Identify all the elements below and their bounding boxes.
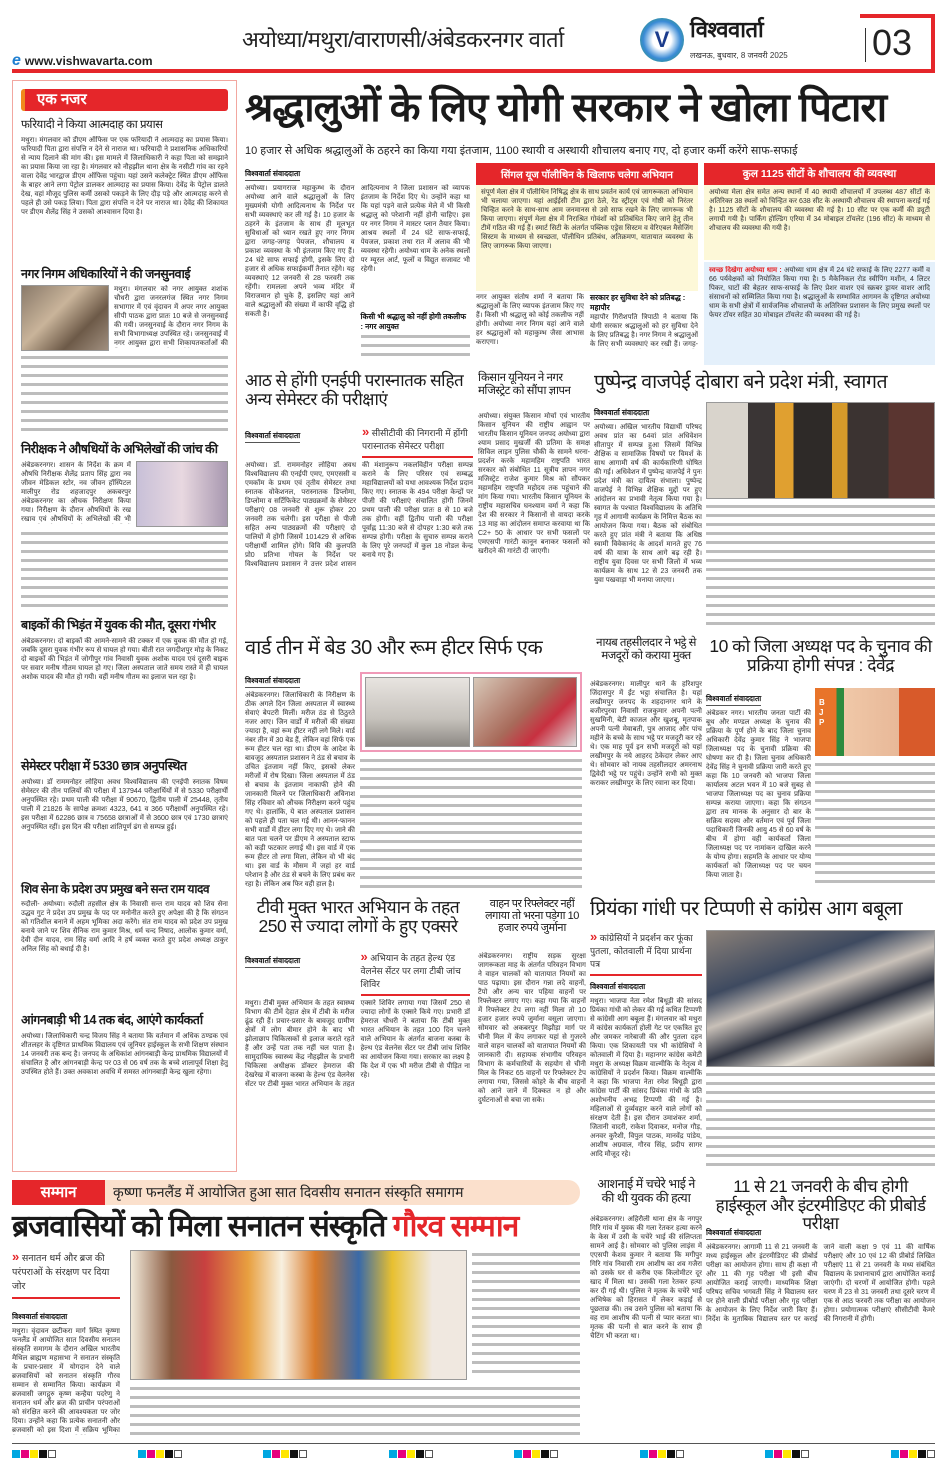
story-body: रुदौली- अयोध्या। रुदौली तहसील क्षेत्र के निवासी सन्त राम यादव को शिव सेना उद्धव गुट ने प्रदेश उप प्रमुख के पद पर मनोनीत करते हुए अपेक्षा की है कि संगठन को गतिशील बनाने में अहम भूमिका अदा करेंगे। संत राम यादव को प्रदेश उप प्रमुख बनाये जाने पर शिव सैनिक राम कुमार मिश्र, धर्म चन्द निषाद, आलोक कुमार वर्मा, देवी दीन यादव, राम सिंह वर्मा आदि ने हर्ष व्यक्त करते हुए प्रदेश अध्यक्ष ठाकुर अनिल सिंह को बधाई दी है। [21, 900, 228, 953]
pushpendra-body-continued [706, 502, 935, 628]
byline: विश्ववार्ता संवाददाता [12, 1312, 67, 1324]
priyanka-body: मथुरा। भाजपा नेता रमेश बिधूड़ी की सांसद प्रियंका गांधी को लेकर की गई कथित टिप्पणी से कांग्रेसी आग बबूला हैं। मंगलवार को मथुरा में कांग्रेस कार्यकर्ता होली गेट पर एकत्रित हुए और जमकर नारेबाजी की और पुतला दहन किया। एक शिकायती पत्र भी कांग्रेसियों ने कोतवाली में दिया है। महानगर कांग्रेस कमेटी मथुरा के अध्यक्ष विक्रम वाल्मीकि के नेतृत्व में कांग्रेसियों ने प्रदर्शन किया। विक्रम वाल्मीकि ने कहा कि भाजपा नेता रमेश बिधूड़ी द्वारा कांग्रेस पार्टी की सांसद प्रियंका गांधी के प्रति अशोभनीय अभद्र टिप्पणी की गई है। महिलाओं से दुर्व्यवहार करने वाले लोगों को संरक्षण देती है। इस दौरान उमाशंकर शर्मा, जितानी वादरी, राकेश दिवाकर, मनोज गौड़, अनवर कुरैशी, विपुल पाठक, मानवेंद्र पांडेय, आशीष अग्रवाल, गौरव सिंह, प्रदीप सागर आदि मौजूद रहे। [590, 998, 702, 1158]
district-body: अंबेडकर नगर। भारतीय जनता पार्टी की बूथ और मण्डल अध्यक्ष के चुनाव की प्रक्रिया के पूर्ण होने के बाद जिला चुनाव अधिकारी देवेंद्र कुमार सिंह ने भाजपा जिलाध्यक्ष पद के चुनावी प्रक्रिया की घोषणा कर दी है। जिला चुनाव अधिकारी देवेंद्र सिंह ने चुनावी प्रक्रिया जारी करते हुए कहा कि 10 जनवरी को भाजपा जिला कार्यालय अटल भवन में 10 बजे सुबह से भाजपा जिलाध्यक्ष पद का चुनाव प्रक्रिया सम्पन्न कराया जाएगा। कहा कि संगठन द्वारा तय मानक के अनुसार दो बार के सक्रिय सदस्य और वर्तमान एवं पूर्व जिला पदाधिकारी जिनकी आयु 45 से 60 वर्ष के बीच में होगा वही कार्यकर्ता जिला जिलाध्यक्ष पद पर नामांकन दाखिल करने के योग्य होगा। सहमति के आधार पर योग्य कार्यकर्ता को जिलाध्यक्ष पद पर चयन किया जाता है। [706, 710, 811, 879]
tb-body: मथुरा। टीबी मुक्त अभियान के तहत स्वास्थ्य विभाग की टीमें देहात क्षेत्र में टीबी के मरीज ढूंढ रही हैं। प्रचार-प्रसार के बावजूद ग्रामीण क्षेत्रों में लोग बीमार होने के बाद भी झोलाछाप चिकित्सकों से इलाज कराते रहते हैं और उन्हें पता तक नहीं चल पाता है। सामुदायिक स्वास्थ्य केंद्र नौहझील के प्रभारी चिकित्सा अधीक्षक डॉक्टर हेमराज की देखरेख में बाजना कस्बा के हेल्थ एंड वेलनेस सेंटर पर टीबी मुक्त भारत अभियान के तहत एक्सरे शिविर लगाया गया जिसमें 250 से ज्यादा लोगों के एक्सरे किये गए। प्रभारी डॉ हेमराज चौधरी ने बताया कि टीबी मुक्त भारत अभियान के तहत 100 दिन चलने वाले अभियान के अंतर्गत बाजना कस्बा के हेल्थ एंड वेलनेस सेंटर पर टीबी जांच शिविर का आयोजन किया गया। सरकार का लक्ष्य है कि देश में एक भी मरीज टीबी से पीड़ित ना रहे। [245, 1000, 470, 1088]
exam-body: अयोध्या। डॉ. राममनोहर लोहिया अवध विश्वविद्यालय की एनईपी एमए, एमएससी व एमकॉम के प्रथम एवं तृतीय सेमेस्टर तथा स्नातक वोकेशनल, परास्नातक डिप्लोमा, डिप्लोमा व सर्टिफिकेट पाठ्यक्रमों के सेमेस्टर परीक्षाएं 08 जनवरी से शुरू होकर 20 जनवरी तक चलेगी। इस परीक्षा से पीजी सहित अन्य पाठ्यक्रमों की परीक्षाएं दो पालियों में होंगी जिसमें 101429 से अधिक परीक्षार्थी शामिल होंगे। विवि की कुलपति प्रो0 प्रतिभा गोयल के निर्देश पर विश्वविद्यालय प्रशासन ने उत्तर प्रदेश शासन की मंशानुरूप नकलविहीन परीक्षा सम्पन्न कराने के लिए परिसर एवं सम्बद्ध महाविद्यालयों को यथा आवश्यक निर्देश प्रदान किए गए। स्नातक के 494 परीक्षा केन्द्रों पर पीजी की परीक्षाएं संचालित होंगी जिनमें प्रथम पाली की परीक्षा प्रातः 8 से 10 बजे तक होगी। वहीं द्वितीय पाली की परीक्षा पूर्वाह्न 11:30 बजे से दोपहर 1:30 बजे तक सम्पन्न होगी। परीक्षा के सुचारु सम्पन्न कराने के लिए पूरे जनपदों में कुल 18 नोडल केन्द्र बनाये गए हैं। [245, 462, 473, 568]
section-title: अयोध्या/मथुरा/वाराणसी/अंबेडकरनगर वार्ता [242, 27, 564, 52]
ward-heater-photo [365, 677, 470, 747]
byline: विश्ववार्ता संवाददाता [245, 956, 300, 968]
dateline: लखनऊ, बुधवार, 8 जनवरी 2025 [690, 51, 788, 60]
clean-box [704, 262, 935, 365]
story-body: अंबेडकरनगर। दो बाइकों की आमने-सामने की टक्कर में एक युवक की मौत हो गई, जबकि दूसरा युवक गंभीर रूप से घायल हो गया। बीती रात जगदीशपुर मोड़ के निकट दो बाइकों की भिड़ंत में जोगीपुर गांव निवासी युवक अशोक यादव एवं दूसरी बाइक पर सवार मनीष गौतम घायल हो गए। जिला अस्पताल जाते समय रास्ते में ही घायल अशोक यादव की मौत हो गयी। वहीं मनीष गौतम का इलाज चल रहा है। [21, 637, 228, 681]
exam-quote: » सीसीटीवी की निगरानी में होंगी परास्नातक सेमेस्टर परीक्षा [362, 425, 473, 458]
quote-chevron-icon: » [12, 1249, 20, 1264]
naib-headline: नायब तहसीलदार ने भट्ठे से मजदूरों को कराया मुक्त [596, 637, 696, 662]
ek-nazar-label: एक नजर [21, 89, 228, 111]
samman-quote: » सनातन धर्म और ब्रज की परंपराओं के संरक्षण पर दिया जोर [12, 1250, 120, 1299]
story-headline: आंगनबाड़ी भी 14 तक बंद, आएंगे कार्यकर्ता [21, 1012, 203, 1027]
color-registration-bars [12, 1450, 935, 1458]
quote-chevron-icon: » [360, 949, 368, 964]
story-headline: बाइकों की भिड़ंत में युवक की मौत, दूसरा गंभीर [21, 618, 216, 633]
logo-globe-icon: V [640, 18, 684, 62]
lead-body-4: महापौर गिरीशपति त्रिपाठी ने बताया कि योगी सरकार श्रद्धालुओं को हर सुविधा देने के लिए प्रतिबद्ध है। नगर निगम ने श्रद्धालुओं के लिए सभी व्यवस्थाएं कर रखी हैं। जगह- [590, 314, 698, 348]
story-body: अयोध्या। डॉ राममनोहर लोहिया अवध विश्वविद्यालय की एनईपी स्नातक विषम सेमेस्टर की तीन पालियों की परीक्षा में 137944 परीक्षार्थियों में से 5330 परीक्षार्थी अनुपस्थित रहे। प्रथम पाली की परीक्षा में 90670, द्वितीय पाली में 25448, तृतीय पाली में 21826 के सापेक्ष क्रमशः 4323, 641 व 366 परीक्षार्थी अनुपस्थित रहे। इस परीक्षा में 62286 छात्र व 75658 छात्राओं में से 3600 छात्र एवं 1730 छात्राएं अनुपस्थित रहीं। इस दिन की परीक्षा शांतिपूर्ण ढंग से सम्पन्न हुई। [21, 778, 228, 831]
paper-name: विश्ववार्ता [690, 17, 764, 42]
kisan-headline: किसान यूनियन ने नगर मजिस्ट्रेट को सौंपा ज्ञापन [478, 372, 571, 397]
ward-body: अंबेडकरनगर। जिलाधिकारी के निरीक्षण के ठीक अगले दिन जिला अस्पताल में स्वास्थ्य सेवाएं बेपटरी मिलीं। मरीज ठंड से ठिठुरते नजर आए। जिन वार्डों में मरीजों की संख्या ज्यादा है, वहां रूम हीटर नहीं लगे मिले। वार्ड नंबर तीन में 30 बेड हैं, लेकिन वहां सिर्फ एक रूम हीटर चल रहा था। डीएम के आदेश के बावजूद अस्पताल प्रशासन ने ठंड से बचाव के उचित इंतजाम नहीं किए, इसको लेकर मरीजों में रोष दिखा। जिला अस्पताल में ठंड से बचाव के इंतजाम नाकाफी होने की जानकारी मिलने पर जिलाधिकारी अविनाश सिंह रविवार को औचक निरीक्षण करने पहुंच गए थे। हालांकि, ये बात अस्पताल प्रशासन को पहले ही पता चल गई थी। आनन-फानन सभी वार्डों में हीटर लगा दिए गए थे। जाने की बात पता चलने पर डीएम ने अस्पताल स्टाफ को कड़ी फटकार लगाई थी। इस वार्ड में एक रूम हीटर तो लगा मिला, लेकिन वो भी बंद था। इस वार्ड के मौसम में जहां हर वार्ड परेशान है और ठंड से बचने के लिए प्रबंध कर रहा है। लेकिन अब फिर वही हाल है। [245, 692, 355, 888]
quote-chevron-icon: » [590, 929, 598, 944]
pushpendra-body: अयोध्या। अखिल भारतीय विद्यार्थी परिषद अवध प्रांत का 64वां प्रांत अधिवेशन सीतापुर में सम्पन्न हुआ जिसमें विभिन्न शैक्षिक व सामाजिक विषयों पर विमर्श के साथ आगामी वर्ष की कार्यकारिणी घोषित की गई। अधिवेशन में पुष्पेन्द्र वाजपेई ने पुनः प्रदेश मंत्री का दायित्व संभाला। पुष्पेन्द्र वाजपेई ने विभिन्न शैक्षिक मुद्दों पर हुए आंदोलन का प्रभावी नेतृत्व किया गया है। स्वागत के पश्चात विश्वविद्यालय के अतिथि गृह में आगामी कार्यक्रम के निमित्त बैठक का आयोजन किया गया। बैठक को संबोधित करते हुए प्रांत मंत्री ने बताया कि अधिष्ठ स्वामी विवेकानंद के आदर्श मानते हुए 76 वर्ष की यात्रा के साथ आगे बढ़ रही है। राष्ट्रीय युवा दिवस पर सभी जिलों में भव्य कार्यक्रम के साथ 12 से 23 जनवरी तक युवा पखवाड़ा भी मनाया जाएगा। [594, 424, 702, 584]
lead-body-1: अयोध्या। प्रयागराज महाकुम्भ के दौरान अयोध्या आने वाले श्रद्धालुओं के लिए मुख्यमंत्री योगी आदित्यनाथ के निर्देश पर सभी व्यवस्थाएं कर ली गई है। 10 हजार के ठहरने के इंतजाम के साथ ही मूलभूत सुविधाओं को ध्यान रखते हुए नगर निगम द्वारा जगह-जगह पेयजल, शौचालय व प्रकाश व्यवस्था के भी इंतजाम किए गए हैं। 24 घंटे साफ सफाई होगी, इसके लिए दो हजार से अधिक सफाईकर्मी तैनात रहेंगे। यह व्यवस्थाएं 12 जनवरी से 28 फरवरी तक रहेंगी। रामलला अपने भव्य मंदिर में विराजमान हो चुके हैं, इसलिए यहां आने वाले श्रद्धालुओं की संख्या में काफी वृद्धि हो सकती है। [245, 185, 355, 318]
byline: विश्ववार्ता संवाददाता [706, 694, 761, 706]
byline: विश्ववार्ता संवाददाता [245, 676, 300, 688]
story-body: अयोध्या। जिलाधिकारी चन्द्र विजय सिंह ने बताया कि वर्तमान में अधिक ठण्डक एवं शीतलहर के दृष्टिगत प्राथमिक विद्यालय एवं जूनियर हाईस्कूल के सभी शिक्षण संस्थान 14 जनवरी तक बन्द है। जनपद के अधिकांश आंगनबाड़ी केन्द्र प्राथमिक विद्यालयों में संचालित है और आंगनबाड़ी केन्द्र पर 03 से 06 वर्ष तक के बच्चे शालापूर्व शिक्षा हेतु उपस्थित होते हैं। उक्त अवकाश अवधि में समस्त आंगनबाड़ी केन्द्र खुला रहेगा। [21, 1032, 228, 1076]
board-headline: 11 से 21 जनवरी के बीच होगी हाईस्कूल और इंटरमीडिएट की प्रीबोर्ड परीक्षा [715, 1177, 926, 1234]
clean-box-title: स्वच्छ दिखेगा अयोध्या धाम : [709, 267, 782, 274]
lead-subhead: किसी भी श्रद्धालु को नहीं होगी तकलीफ : नगर आयुक्त [360, 312, 466, 331]
priyanka-headline: प्रियंका गांधी पर टिप्पणी से कांग्रेस आग बबूला [590, 898, 903, 920]
samman-ceremony-photo [130, 1250, 467, 1380]
exam-headline: आठ से होंगी एनईपी परास्नातक सहित अन्य सेमेस्टर की परीक्षाएं [245, 371, 464, 409]
samman-kicker: कृष्णा फनलैंड में आयोजित हुआ सात दिवसीय सनातन संस्कृति समागम [105, 1180, 580, 1205]
story-headline: फरियादी ने किया आत्मदाह का प्रयास [21, 119, 163, 131]
page-number: 03 [872, 22, 913, 63]
district-headline: 10 को जिला अध्यक्ष पद के चुनाव की प्रक्रिया होगी संपन्न : देवेंद्र [709, 636, 932, 676]
website[interactable] [12, 52, 153, 70]
bjp-flag-text: BJP [819, 698, 825, 727]
footer-rule [12, 1443, 935, 1444]
lead-body-3: नगर आयुक्त संतोष शर्मा ने बताया कि श्रद्धालुओं के लिए व्यापक इंतजाम किए गए हैं। किसी भी श्रद्धालु को कोई तकलीफ नहीं होगी। अयोध्या नगर निगम यहां आने वाले हर श्रद्धालुओं को महाकुम्भ जैसा आभास कराएगा। [476, 294, 584, 346]
byline: विश्ववार्ता संवाददाता [590, 982, 645, 994]
janasunvai-photo [21, 285, 109, 351]
samman-body-continued [130, 1384, 580, 1438]
samman-body-side [472, 1250, 580, 1376]
lead-body-continued [361, 332, 471, 359]
priyanka-quote: » कांग्रेसियों ने प्रदर्शन कर फूंका पुतला, कोतवाली में दिया प्रार्थना पत्र [590, 930, 702, 976]
page-number-divider [865, 28, 866, 62]
byline: विश्ववार्ता संवाददाता [706, 1228, 761, 1240]
ward-photos [360, 672, 582, 752]
header-rule [12, 69, 935, 73]
byline: विश्ववार्ता संवाददाता [245, 431, 300, 443]
story-body: मथुरा। मंगलवार को डीएम ऑफिस पर एक फरियादी ने आत्मदाह का प्रयास किया। फरियादी पिता द्वारा संपत्ति न देने से नाराज था। फरियादी ने प्रशासनिक अधिकारियों से न्याय दिलाने की मांग की। इस मामले में जिलाधिकारी ने कहा पिता को समझाने का प्रयास किया जा रहा है। मंगलवार को नौहझील थाना क्षेत्र के नसीटी गांव का रहने वाला देवेंद्र भारद्वाज डीएम ऑफिस पहुंचा। यहां उसने कलेक्ट्रेट स्थित डीएम ऑफिस के बाहर आने लगा पेट्रोल डालकर आत्मदाह का प्रयास किया। देवेंद्र के पेट्रोल डालते देख, वहां मौजूद पुलिस कर्मी उसको पकड़ने के लिए दौड़ पड़े और आत्मदाह करने से पहले ही उसे पकड़ लिया। पिता द्वारा संपत्ति न देने पर नाराज था। देवेंद्र की शिकायत पर डीएम शैलेंद्र सिंह ने उसको आश्वासन दिया है। [21, 136, 228, 216]
toilets-box [704, 163, 935, 260]
story-headline: सेमेस्टर परीक्षा में 5330 छात्र अनुपस्थित [21, 758, 187, 773]
lead-subheadline: 10 हजार से अधिक श्रद्धालुओं के ठहरने का किया गया इंतजाम, 1100 स्थायी व अस्थायी शौचालय बनाए गए, दो हजार कर्मी करेंगे साफ-सफाई [245, 145, 798, 157]
ward-body-continued [360, 756, 582, 890]
naib-body: अंबेडकरनगर। मालीपुर थाने के हरिशपुर जिंदासपुर में ईंट भट्ठा संचालित है। यहां लखीमपुर जनपद के शहदानगर थाने के बजीरपुरवा निवासी राजकुमार अपनी पत्नी सुखमिनी, बेटी काजल और खुशबू, मृतपाक अपनी पत्नी मेवाबती, पुत्र आजाद और पांच महीने के बच्चे के साथ भट्ठे पर मजदूरी कर रहे थे। एक माह पूर्व इन सभी मजदूरों को यहां लखीमपुर के नये आहरद ठेकेदार लेकर आए थे। सोमवार को नायब तहसीलदार अमरनाथ द्विवेदी भट्ठे पर पहुंचे। उन्होंने सभी को मुक्त कराकर लखीमपुर के लिए रवाना कर दिया। [590, 681, 702, 787]
district-body-continued [815, 760, 935, 886]
quote-chevron-icon: » [362, 424, 370, 439]
reflector-headline: वाहन पर रिफ्लेक्टर नहीं लगाया तो भरना पड़ेगा 10 हजार रुपये जुर्माना [485, 898, 579, 935]
story-body: मथुरा। मंगलवार को नगर आयुक्त शशांक चौधरी द्वारा जनरलगंज स्थित नगर निगम सभागार में एवं वृंदावन में अपर नगर आयुक्त सीपी पाठक द्वारा प्रातः 10 बजे से जनसुनवाई की गयी। जनसुनवाई के दौरान नगर निगम के सभी विभागाध्यक्ष उपस्थित रहे। जनसुनवाई में नगर आयुक्त द्वारा सभी शिकायतकर्ताओं की [114, 286, 228, 348]
congress-protest-photo [706, 930, 935, 1067]
samman-label: सम्मान [12, 1180, 105, 1205]
samman-body: मथुरा। वृंदावन छटीकरा मार्ग स्थित कृष्णा फनलैंड में आयोजित सात दिवसीय सनातन संस्कृति समागम के दौरान अखिल भारतीय मैथिल ब्राह्मण महासभा ने सनातन संस्कृति के प्रचार-प्रसार में योगदान देने वाले ब्रजवासियों को सनातन संस्कृति गौरव सम्मान से सम्मानित किया। कार्यक्रम में ब्रजवासी जगद्गुरु कृष्ण कन्हैया पदरेणु ने सनातन धर्म और ब्रज की प्राचीन परंपराओं को संरक्षित करने की आवश्यकता पर जोर दिया। उन्होंने कहा कि प्रत्येक सनातनी और ब्रजवासी को इस दिशा में सक्रिय भूमिका [12, 1328, 120, 1434]
tb-headline: टीवी मुक्त भारत अभियान के तहत 250 से ज्यादा लोगों के हुए एक्सरे [256, 897, 460, 937]
lead-body-columns [245, 163, 470, 363]
polythene-box [476, 163, 698, 291]
lead-subhead-2: सरकार हर सुविधा देने को प्रतिबद्ध : महापौर [590, 293, 686, 312]
polythene-box-title: सिंगल यूज पॉलीथिन के खिलाफ चलेगा अभियान [476, 163, 698, 185]
murder-headline: आशनाई में चचेरे भाई ने की थी युवक की हत्या [597, 1177, 695, 1205]
story-headline: नगर निगम अधिकारियों ने की जनसुनवाई [21, 266, 190, 281]
ward-patients-photo [473, 677, 578, 747]
clean-box-body: अयोध्या धाम क्षेत्र में 24 घंटे सफाई के लिए 2277 कर्मी व 66 पर्यवेक्षकों को नियोजित किया गया है। 5 मैकेनिकल रोड स्वीपिंग मशीन, 4 लिटर पिकर, घाटों की बेहतर साफ-सफाई के लिए प्रेशर वाशर एवं स्क्रबर ड्रायर वाशर आदि संसाधनों को सम्मिलित किया गया है। श्रद्धालुओं के सम्भावित आगमन के दृष्टिगत अयोध्या धाम के सभी क्षेत्रों में सार्वजनिक शौचालयों के अतिरिक्त प्रशासन के लिए प्रमुख स्थलों पर फेयर टॉयर सहित 30 मोबाइल टॉयलेट की व्यवस्था की गई है। [709, 267, 930, 319]
tb-quote: » अभियान के तहत हेल्थ एंड वेलनेस सेंटर पर लगा टीबी जांच शिविर [361, 950, 471, 996]
ward-headline: वार्ड तीन में बेड 30 और रूम हीटर सिर्फ एक [245, 637, 543, 659]
reflector-body: अंबेडकरनगर। राष्ट्रीय सड़क सुरक्षा जागरूकता माह के अंतर्गत परिवहन विभाग ने वाहन चालकों को यातायात नियमों का पाठ पढ़ाया। इस दौरान गन्ना लदे वाहनों, टैंपो और अन्य चार पहिया वाहनों पर रिफ्लेक्टर लगाए गए। कहा गया कि वाहनों में रिफ्लेक्टर टेप लगा नहीं मिला तो 10 हजार हजार रुपये जुर्माना वसूला जाएगा। सोमवार को अकबरपुर मिझौड़ा मार्ग पर चीनी मिल में केंप लगाकर यहां से गुजरने वाले वाहन चालकों को यातायात नियमों की जानकारी दी। सहायक संभागीय परिवहन विभाग के कर्मचारियों के सहयोग से चीनी मिल के निकट 65 वाहनों पर रिफ्लेक्टर टेप लगाया गया, जिससे कोहरे के बीच वाहनों को आने जाने में दिक्कत न हो और दुर्घटनाओं से बचा जा सके। [478, 953, 586, 1104]
story-headline: शिव सेना के प्रदेश उप प्रमुख बने सन्त राम यादव [21, 881, 210, 896]
toilets-box-title: कुल 1125 सीटों के शौचालय की व्यवस्था [704, 163, 935, 185]
story-headline: निरीक्षक ने औषधियों के अभिलेखों की जांच की [21, 442, 218, 457]
website-url: www.vishwavarta.com [24, 54, 153, 68]
story-body-continued [21, 353, 228, 437]
murder-body: अंबेडकरनगर। अहिरौली थाना क्षेत्र के नगपुर गिरि गांव में युवक की गला रेतकर हत्या करने के केस में उसी के चचेरे भाई की संलिप्तता सामने आई है। सोमवार को पुलिस लाइंस में एएसपी केशव कुमार ने बताया कि मगीपुर गिरि गांव निवासी राम आशीष का शव गजैरा को उसके घर से करीब एक किलोमीटर दूर खाद में मिला था। उसकी गला रेतकर हत्या कर दी गई थी। पुलिस ने मृतक के चचेरे भाई अभिषेक को हिरासत में लेकर कड़ाई से पूछताछ की। तब उसने पुलिस को बताया कि वह राम आशीष की पत्नी से प्यार करता था। मृतक की पत्नी से बात करने के साथ ही चैटिंग भी करता था। [590, 1216, 702, 1340]
byline: विश्ववार्ता संवाददाता [245, 169, 300, 181]
ek-nazar-column [12, 80, 237, 1172]
kisan-body: अयोध्या। संयुक्त किसान मोर्चा एवं भारतीय किसान यूनियन की राष्ट्रीय आह्वान पर भारतीय किसान यूनियन जनपद अयोध्या द्वारा श्याम प्रसाद मुखर्जी की प्रतिमा के समक्ष सिविल लाइन पुलिस चौकी के सामने धरना-प्रदर्शन करके महामहिम राष्ट्रपति भारत सरकार को संबोधित 11 सूत्रीय ज्ञापन नगर मजिस्ट्रेट राजेश कुमार मिश्र को सौंपकर महामहिम राष्ट्रपति महोदय तक पहुंचाने की मांग किया गया। भारतीय किसान यूनियन के राष्ट्रीय महासचिव घनश्याम वर्मा ने कहा कि देश की सरकार ने किसानों से वायदा करके 13 माह का आंदोलन समाप्त करवाया था कि C2+ 50 के आधार पर सभी फसलों पर एमएसपी गारंटी कानून बनाकर फसलों को खरीदने की गारंटी दी जाएगी। [478, 413, 590, 555]
polythene-box-body: संपूर्ण मेला क्षेत्र में पॉलीथिन निषिद्ध क्षेत्र के साथ प्रवर्तन कार्य एवं जागरूकता अभियान भी चलाया जाएगा। यहां आईईसी टीम द्वारा ठेले, रेड स्ट्रीट्स एवं गोष्ठी को निरंतर चिन्हित करने के साथ-साथ आम जनमानस से उसे साफ रखने के लिए जागरूक भी किया जाएगा। संपूर्ण मेला क्षेत्र में निराश्रित गोवंशों को प्रतिबंधित किए जाने हेतु तीन टीमें गठित की गई हैं। स्मार्ट सिटी के अंतर्गत पब्लिक एड्रेस सिस्टम व वेरिएबल मैसेजिंग सिस्टम के माध्यम से स्वच्छता, पॉलीथिन प्रतिबंध, अतिक्रमण, यातायात व्यवस्था के लिए जागरूक किया जाएगा। [481, 189, 693, 250]
samman-headline: ब्रजवासियों को मिला सनातन संस्कृति गौरव सम्मान [12, 1210, 519, 1243]
priyanka-body-continued [706, 1070, 935, 1169]
board-body: अंबेडकरनगर। आगामी 11 से 21 जनवरी के मध्य हाईस्कूल और इंटरमीडिएट की प्रीबोर्ड परीक्षा का आयोजन होगा। साथ ही कक्षा नौ और 11 की गृह परीक्षा भी इसी बीच आयोजित कराई जाएगी। माध्यमिक शिक्षा परिषद सचिव भगवती सिंह ने विद्यालय स्तर पर होने वाली प्रीबोर्ड परीक्षा और गृह परीक्षा के आयोजन के लिए निर्देश जारी किए हैं। निर्देश के मुताबिक विद्यालय स्तर पर कराई जाने वाली कक्षा 9 एवं 11 की वार्षिक परीक्षाएं और 10 एवं 12 की प्रीबोर्ड लिखित परीक्षाएं 11 से 21 जनवरी के मध्य संबंधित विद्यालय के प्रधानाचार्य द्वारा आयोजित कराई जाएंगी। दो चरणों में आयोजित होगी। पहले चरण में 23 से 31 जनवरी तथा दूसरे चरण में एक से आठ फरवरी तक परीक्षा का आयोजन होगा। प्रयोगात्मक परीक्षाएं सीसीटीवी कैमरे की निगरानी में होंगी। [706, 1244, 935, 1323]
lead-headline: श्रद्धालुओं के लिए योगी सरकार ने खोला पिटारा [245, 86, 887, 130]
medical-store-photo [136, 461, 228, 527]
toilets-box-body: अयोध्या मेला क्षेत्र समेत अन्य स्थानों में 40 स्थायी शौचालयों में उपलब्ध 487 सीटों के अतिरिक्त 38 स्थलों को चिन्हित कर 638 सीट के अस्थायी शौचालय की स्थापना कराई गई है। 1125 सीटों के शौचालय की व्यवस्था की गई है। 10 सीट पर एक कर्मी की ड्यूटी लगायी गयी है। पार्किंग होल्डिंग एरिया में 34 मोबाइल टॉयलेट (196 सीट) के माध्यम से शौचालय की व्यवस्था की गयी है। [709, 189, 930, 232]
browser-e-icon: e [12, 52, 21, 69]
pushpendra-headline: पुष्पेन्द्र वाजपेई दोबारा बने प्रदेश मंत्री, स्वागत [594, 371, 888, 393]
byline: विश्ववार्ता संवाददाता [594, 408, 649, 420]
pushpendra-welcome-photo [706, 402, 935, 499]
story-body-continued [21, 529, 228, 613]
story-body: अंबेडकरनगर। शासन के निर्देश के क्रम में औषधि निरीक्षक शैलेंद्र प्रताप सिंह द्वारा नव जीवन मेडिकल स्टोर, नव जीवन हॉस्पिटल मालीपुर रोड शहजादपुर अकबरपुर अंबेडकरनगर का औचक निरीक्षण किया गया। निरीक्षण के दौरान औषधियों के रख रखाव एवं औषधियों के अभिलेखों की भी [21, 462, 131, 524]
lead-body-2: आदित्यनाथ ने जिला प्रशासन को व्यापक इंतजाम के निर्देश दिए थे। उन्होंने कहा था कि यहां पड़ने वाले प्रत्येक मेले में भी किसी श्रद्धालु को परेशानी नहीं होनी चाहिए। इस पर नगर निगम ने मास्टर प्लान तैयार किया। आश्रय स्थलों में 24 घंटे साफ-सफाई, पेयजल, प्रकाश तथा रात में अलाव की भी व्यवस्था रहेगी। अयोध्या धाम के अनेक स्थलों पर म्यूरल आर्ट, फूलों व विद्युत सजावट भी रहेगी। [360, 185, 470, 273]
district-officer-photo [815, 688, 935, 756]
